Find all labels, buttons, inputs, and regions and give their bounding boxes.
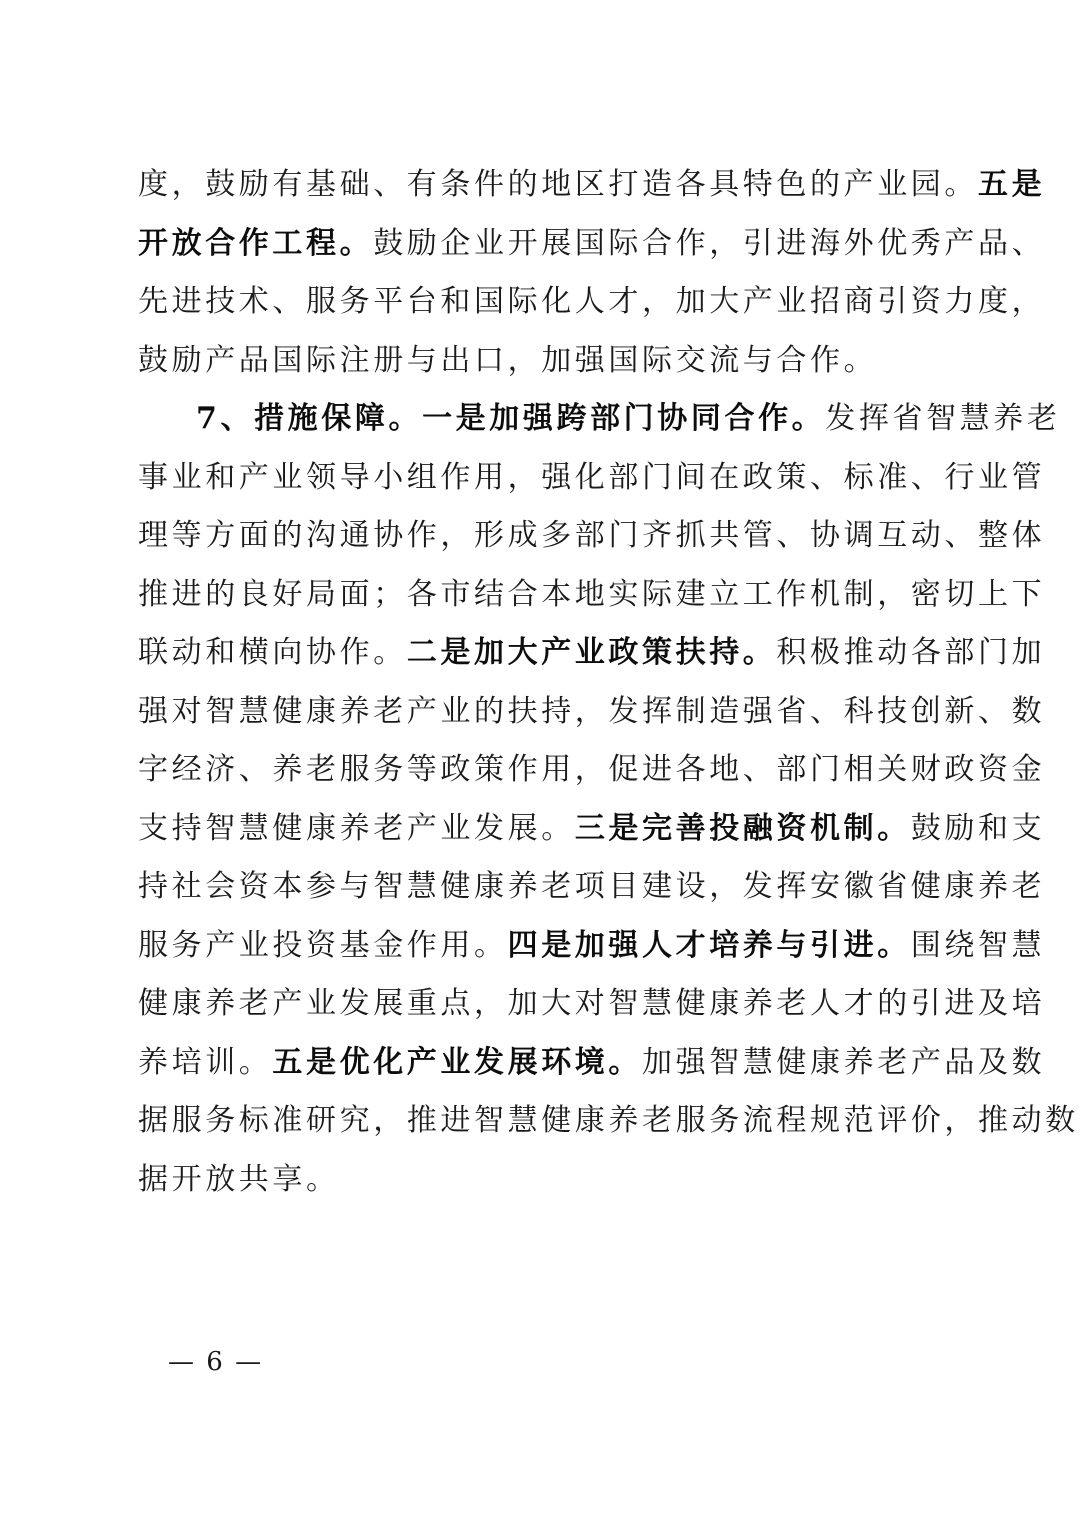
body-text [138, 156, 1079, 1209]
text-line [138, 1034, 1046, 1093]
text-run: 持社会资本参与智慧健康养老项目建设，发挥安徽省健康养老 [138, 869, 1046, 904]
text-run: 联动和横向协作。 [138, 635, 407, 670]
text-run: 据开放共享。 [138, 1161, 340, 1197]
text-line [138, 624, 1046, 683]
text-run: 鼓励企业开展国际合作，引进海外优秀产品、 [373, 225, 1046, 261]
text-run: 事业和产业领导小组作用，强化部门间在政策、标准、行业管 [138, 459, 1046, 495]
text-line [138, 156, 1046, 215]
text-run: 加强智慧健康养老产品及数 [642, 1044, 1046, 1080]
text-run: 围绕智慧 [910, 927, 1046, 963]
text-line [138, 273, 1046, 332]
text-run: 鼓励和支 [910, 810, 1046, 846]
bold-phrase: 五是 [978, 167, 1046, 202]
text-line [138, 975, 1046, 1034]
bold-phrase: 开放合作工程。 [138, 225, 374, 261]
text-line [138, 917, 1046, 976]
text-line [138, 1092, 1079, 1151]
text-run: 字经济、养老服务等政策作用，促进各地、部门相关财政资金 [138, 752, 1046, 787]
page-number: — 6 — [168, 1347, 264, 1377]
text-line [138, 507, 1046, 566]
bold-phrase: 7、措施保障。一是加强跨部门协同合作。 [196, 401, 826, 436]
bold-phrase: 三是完善投融资机制。 [574, 810, 911, 846]
bold-phrase: 四是加强人才培养与引进。 [507, 927, 911, 963]
text-line [138, 390, 1061, 449]
text-run: 度，鼓励有基础、有条件的地区打造各具特色的产业园。 [138, 167, 978, 202]
text-run: 据服务标准研究，推进智慧健康养老服务流程规范评价，推动数 [138, 1103, 1079, 1138]
bold-phrase: 五是优化产业发展环境。 [272, 1044, 643, 1080]
text-line [138, 741, 1046, 800]
text-line [138, 566, 1046, 625]
text-run: 先进技术、服务平台和国际化人才，加大产业招商引资力度， [138, 284, 1046, 319]
text-line [138, 332, 948, 391]
text-line [138, 215, 1046, 274]
text-run: 服务产业投资基金作用。 [138, 927, 508, 963]
text-run: 养培训。 [138, 1044, 273, 1080]
text-run: 发挥省智慧养老 [825, 401, 1061, 436]
text-run: 推进的良好局面；各市结合本地实际建立工作机制，密切上下 [138, 576, 1046, 612]
text-run: 支持智慧健康养老产业发展。 [138, 810, 575, 846]
text-line [138, 1151, 948, 1210]
text-line [138, 858, 1046, 917]
text-run: 强对智慧健康养老产业的扶持，发挥制造强省、科技创新、数 [138, 693, 1046, 729]
text-line [138, 800, 1046, 859]
bold-phrase: 二是加大产业政策扶持。 [406, 635, 777, 670]
text-run: 健康养老产业发展重点，加大对智慧健康养老人才的引进及培 [138, 986, 1046, 1021]
text-line [138, 449, 1046, 508]
text-line [138, 683, 1046, 742]
text-run: 鼓励产品国际注册与出口，加强国际交流与合作。 [138, 342, 878, 378]
text-run: 积极推动各部门加 [776, 635, 1046, 670]
text-run: 理等方面的沟通协作，形成多部门齐抓共管、协调互动、整体 [138, 518, 1046, 553]
